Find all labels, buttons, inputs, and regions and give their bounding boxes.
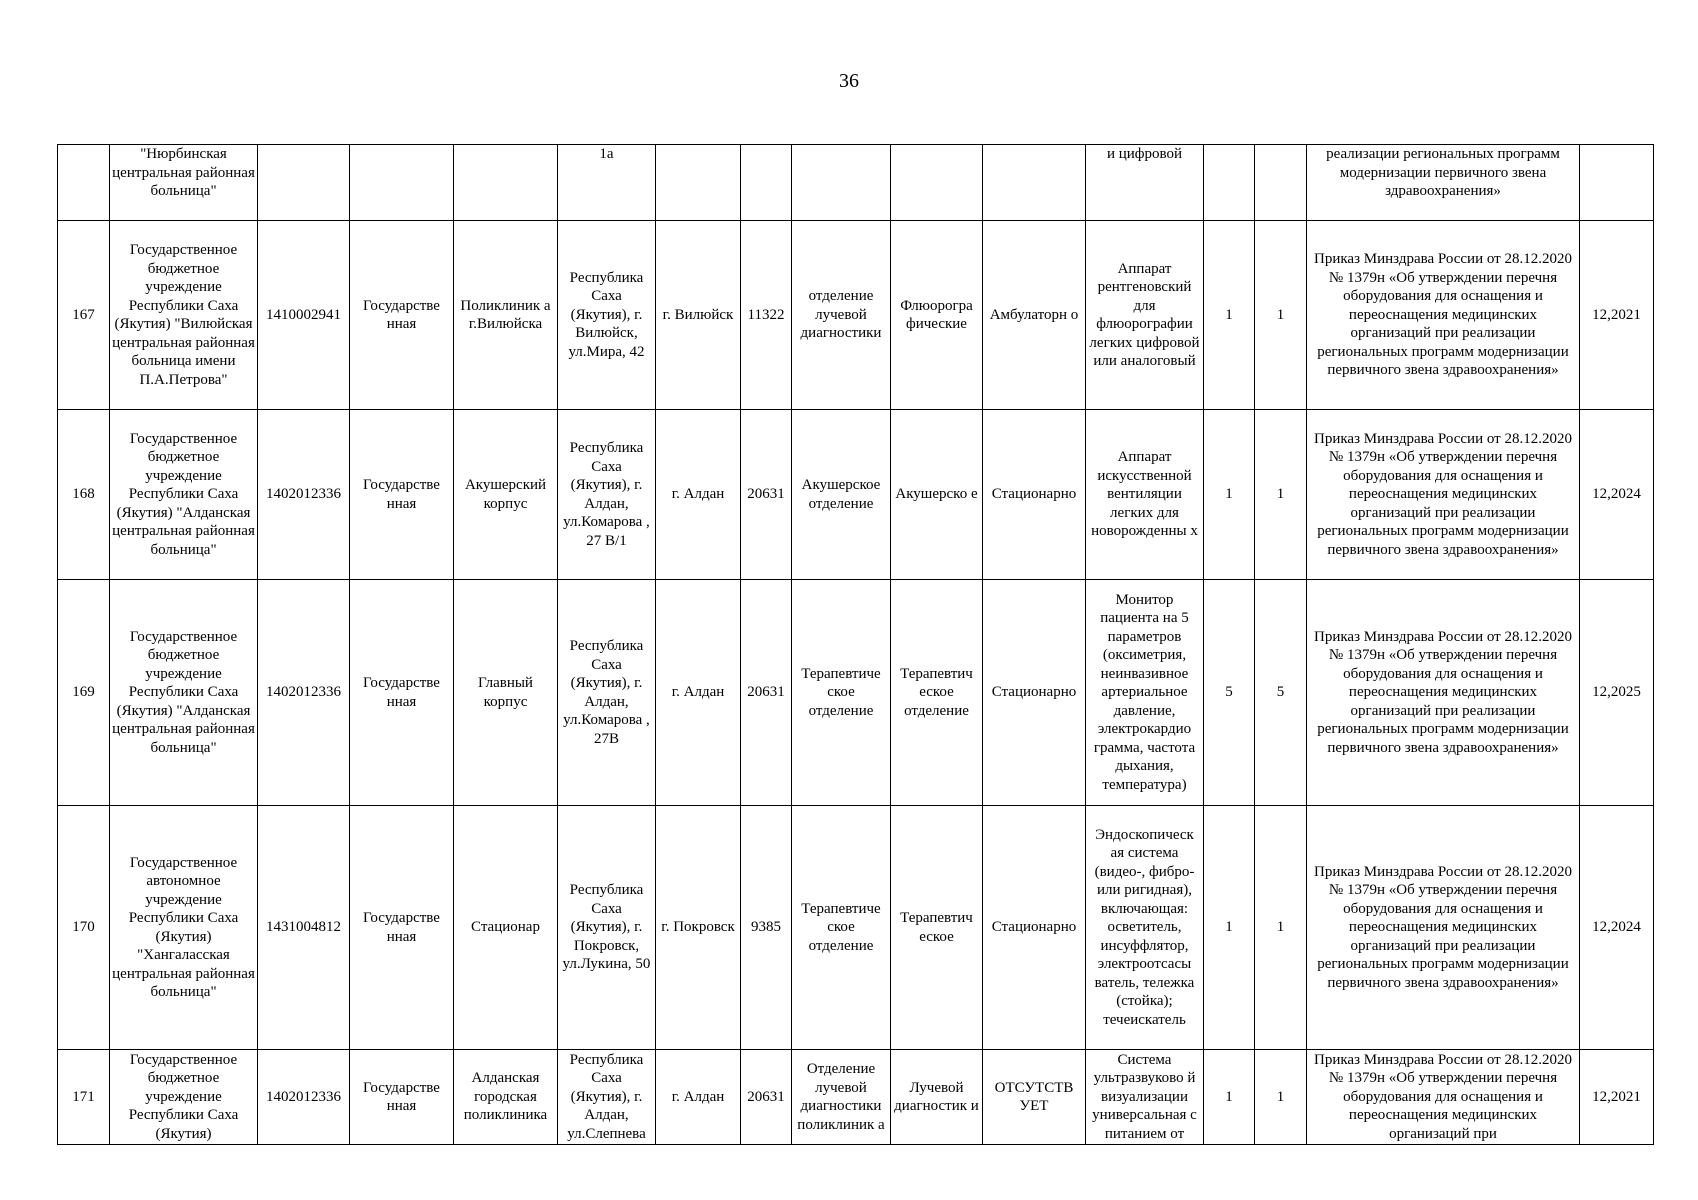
date-cell: 12,2024: [1580, 410, 1654, 580]
inn-cell: 1410002941: [258, 221, 350, 410]
oktmo-cell: 20631: [741, 1050, 792, 1145]
locality-cell: г. Алдан: [656, 1050, 741, 1145]
care-condition-cell: [983, 145, 1086, 221]
quantity-cell: 1: [1255, 806, 1307, 1050]
care-condition-cell: ОТСУТСТВ УЕТ: [983, 1050, 1086, 1145]
locality-cell: г. Алдан: [656, 580, 741, 806]
ownership-cell: [350, 145, 454, 221]
inn-cell: 1431004812: [258, 806, 350, 1050]
organization-cell: "Нюрбинская центральная районная больница": [110, 145, 258, 221]
table-row: [58, 806, 1654, 1050]
address-cell: 1а: [558, 145, 656, 221]
table-row: [58, 221, 1654, 410]
inn-cell: [258, 145, 350, 221]
organization-cell: Государственное автономное учреждение Республики Саха (Якутия) "Хангаласская центральная районная больница": [110, 806, 258, 1050]
department-cell: отделение лучевой диагностики: [792, 221, 891, 410]
equipment-cell: Система ультразвуково й визуализации универсальная с питанием от: [1086, 1050, 1204, 1145]
basis-cell: Приказ Минздрава России от 28.12.2020 № 1379н «Об утверждении перечня оборудования для оснащения и переоснащения медицинских организаций при реализации региональных программ модернизации первичного звена здравоохранения»: [1307, 410, 1580, 580]
locality-cell: г. Вилюйск: [656, 221, 741, 410]
equipment-cell: и цифровой: [1086, 145, 1204, 221]
department-cell: Акушерское отделение: [792, 410, 891, 580]
oktmo-cell: [741, 145, 792, 221]
organization-cell: Государственное бюджетное учреждение Республики Саха (Якутия) "Вилюйская центральная районная больница имени П.А.Петрова": [110, 221, 258, 410]
unit-cell: Стационар: [454, 806, 558, 1050]
unit-cell: Акушерский корпус: [454, 410, 558, 580]
quantity-cell: 5: [1204, 580, 1255, 806]
oktmo-cell: 11322: [741, 221, 792, 410]
equipment-table: [57, 144, 1654, 1145]
locality-cell: [656, 145, 741, 221]
quantity-cell: [1255, 145, 1307, 221]
date-cell: 12,2024: [1580, 806, 1654, 1050]
care-condition-cell: Стационарно: [983, 580, 1086, 806]
equipment-cell: Аппарат искусственной вентиляции легких для новорожденны х: [1086, 410, 1204, 580]
inn-cell: 1402012336: [258, 580, 350, 806]
table-row: [58, 1050, 1654, 1145]
locality-cell: г. Покровск: [656, 806, 741, 1050]
row-number-cell: 169: [58, 580, 110, 806]
care-condition-cell: Стационарно: [983, 410, 1086, 580]
profile-cell: Терапевтич еское: [891, 806, 983, 1050]
unit-cell: Алданская городская поликлиника: [454, 1050, 558, 1145]
inn-cell: 1402012336: [258, 1050, 350, 1145]
quantity-cell: [1204, 145, 1255, 221]
department-cell: Отделение лучевой диагностики поликлиник а: [792, 1050, 891, 1145]
inn-cell: 1402012336: [258, 410, 350, 580]
oktmo-cell: 9385: [741, 806, 792, 1050]
address-cell: Республика Саха (Якутия), г. Вилюйск, ул.Мира, 42: [558, 221, 656, 410]
organization-cell: Государственное бюджетное учреждение Республики Саха (Якутия) "Алданская центральная районная больница": [110, 410, 258, 580]
quantity-cell: 1: [1255, 221, 1307, 410]
row-number-cell: 170: [58, 806, 110, 1050]
quantity-cell: 1: [1204, 410, 1255, 580]
organization-cell: Государственное бюджетное учреждение Республики Саха (Якутия) "Алданская центральная районная больница": [110, 580, 258, 806]
equipment-cell: Эндоскопическ ая система (видео-, фибро- или ригидная), включающая: осветитель, инсуффлятор, электроотсасы ватель, тележка (стойка); течеискатель: [1086, 806, 1204, 1050]
care-condition-cell: Стационарно: [983, 806, 1086, 1050]
address-cell: Республика Саха (Якутия), г. Алдан, ул.Слепнева: [558, 1050, 656, 1145]
table-row: [58, 145, 1654, 221]
department-cell: [792, 145, 891, 221]
care-condition-cell: Амбулаторн о: [983, 221, 1086, 410]
address-cell: Республика Саха (Якутия), г. Алдан, ул.Комарова , 27В: [558, 580, 656, 806]
quantity-cell: 1: [1255, 1050, 1307, 1145]
row-number-cell: 171: [58, 1050, 110, 1145]
page-number: 36: [839, 70, 859, 92]
address-cell: Республика Саха (Якутия), г. Алдан, ул.Комарова , 27 В/1: [558, 410, 656, 580]
quantity-cell: 1: [1255, 410, 1307, 580]
unit-cell: Поликлиник а г.Вилюйска: [454, 221, 558, 410]
unit-cell: Главный корпус: [454, 580, 558, 806]
address-cell: Республика Саха (Якутия), г. Покровск, ул.Лукина, 50: [558, 806, 656, 1050]
basis-cell: Приказ Минздрава России от 28.12.2020 № 1379н «Об утверждении перечня оборудования для оснащения и переоснащения медицинских организаций при реализации региональных программ модернизации первичного звена здравоохранения»: [1307, 580, 1580, 806]
organization-cell: Государственное бюджетное учреждение Республики Саха (Якутия): [110, 1050, 258, 1145]
date-cell: 12,2021: [1580, 1050, 1654, 1145]
profile-cell: [891, 145, 983, 221]
department-cell: Терапевтиче ское отделение: [792, 806, 891, 1050]
date-cell: [1580, 145, 1654, 221]
quantity-cell: 5: [1255, 580, 1307, 806]
equipment-cell: Аппарат рентгеновский для флюорографии легких цифровой или аналоговый: [1086, 221, 1204, 410]
ownership-cell: Государстве нная: [350, 221, 454, 410]
department-cell: Терапевтиче ское отделение: [792, 580, 891, 806]
profile-cell: Лучевой диагностик и: [891, 1050, 983, 1145]
date-cell: 12,2025: [1580, 580, 1654, 806]
quantity-cell: 1: [1204, 221, 1255, 410]
date-cell: 12,2021: [1580, 221, 1654, 410]
table-row: [58, 410, 1654, 580]
ownership-cell: Государстве нная: [350, 806, 454, 1050]
profile-cell: Акушерско е: [891, 410, 983, 580]
basis-cell: Приказ Минздрава России от 28.12.2020 № 1379н «Об утверждении перечня оборудования для оснащения и переоснащения медицинских организаций при: [1307, 1050, 1580, 1145]
quantity-cell: 1: [1204, 806, 1255, 1050]
oktmo-cell: 20631: [741, 410, 792, 580]
ownership-cell: Государстве нная: [350, 1050, 454, 1145]
basis-cell: Приказ Минздрава России от 28.12.2020 № 1379н «Об утверждении перечня оборудования для оснащения и переоснащения медицинских организаций при реализации региональных программ модернизации первичного звена здравоохранения»: [1307, 221, 1580, 410]
ownership-cell: Государстве нная: [350, 580, 454, 806]
table-row: [58, 580, 1654, 806]
row-number-cell: 168: [58, 410, 110, 580]
locality-cell: г. Алдан: [656, 410, 741, 580]
unit-cell: [454, 145, 558, 221]
row-number-cell: 167: [58, 221, 110, 410]
profile-cell: Флюорогра фические: [891, 221, 983, 410]
basis-cell: реализации региональных программ модернизации первичного звена здравоохранения»: [1307, 145, 1580, 221]
equipment-cell: Монитор пациента на 5 параметров (оксиметрия, неинвазивное артериальное давление, электрокардио грамма, частота дыхания, температура): [1086, 580, 1204, 806]
profile-cell: Терапевтич еское отделение: [891, 580, 983, 806]
basis-cell: Приказ Минздрава России от 28.12.2020 № 1379н «Об утверждении перечня оборудования для оснащения и переоснащения медицинских организаций при реализации региональных программ модернизации первичного звена здравоохранения»: [1307, 806, 1580, 1050]
row-number-cell: [58, 145, 110, 221]
quantity-cell: 1: [1204, 1050, 1255, 1145]
oktmo-cell: 20631: [741, 580, 792, 806]
ownership-cell: Государстве нная: [350, 410, 454, 580]
